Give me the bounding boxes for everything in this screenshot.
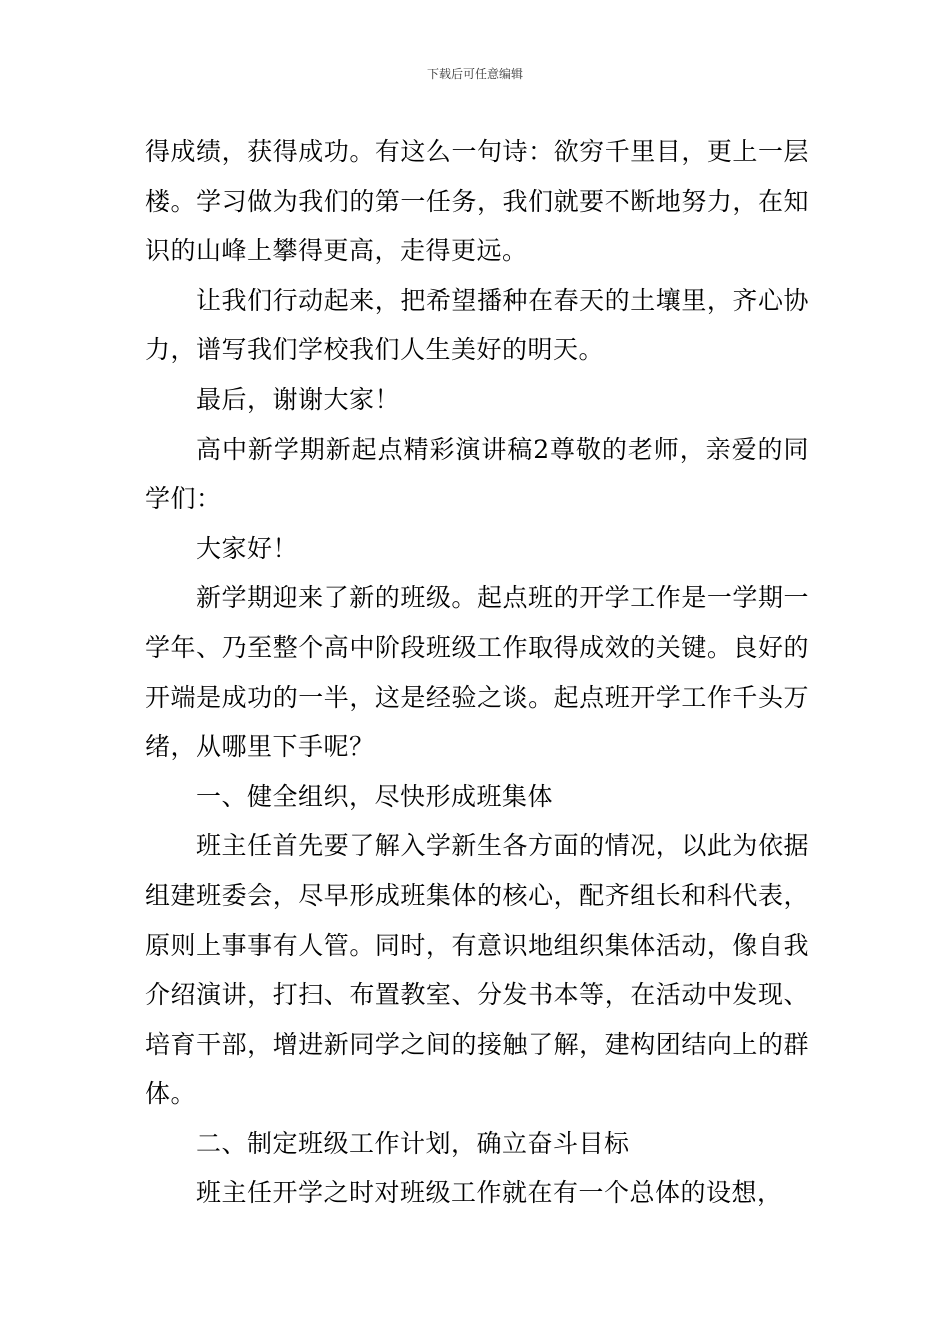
paragraph: 班主任开学之时对班级工作就在有一个总体的设想，	[196, 1178, 783, 1208]
section-heading: 一、健全组织，尽快形成班集体	[196, 781, 554, 811]
paragraph: 得成绩，获得成功。有这么一句诗：欲穷千里目，更上一层楼。学习做为我们的第一任务，我们就要不断地努力，在知识的山峰上攀得更高，走得更远。	[145, 137, 809, 266]
document-body	[145, 127, 809, 1218]
page-header: 下载后可任意编辑	[426, 67, 523, 81]
paragraph: 大家好！	[196, 533, 299, 563]
paragraph: 高中新学期新起点精彩演讲稿2尊敬的老师，亲爱的同学们：	[145, 434, 809, 514]
paragraph: 让我们行动起来，把希望播种在春天的土壤里，齐心协力，谱写我们学校我们人生美好的明天。	[145, 285, 809, 365]
paragraph: 最后，谢谢大家！	[196, 384, 401, 414]
section-heading: 二、制定班级工作计划，确立奋斗目标	[196, 1128, 630, 1158]
paragraph: 新学期迎来了新的班级。起点班的开学工作是一学期一学年、乃至整个高中阶段班级工作取得成效的关键。良好的开端是成功的一半，这是经验之谈。起点班开学工作千头万绪，从哪里下手呢？	[145, 583, 809, 762]
paragraph: 班主任首先要了解入学新生各方面的情况，以此为依据组建班委会，尽早形成班集体的核心，配齐组长和科代表，原则上事事有人管。同时，有意识地组织集体活动，像自我介绍演讲，打扫、布置教室、分发书本等，在活动中发现、培育干部，增进新同学之间的接触了解，建构团结向上的群体。	[145, 831, 809, 1109]
